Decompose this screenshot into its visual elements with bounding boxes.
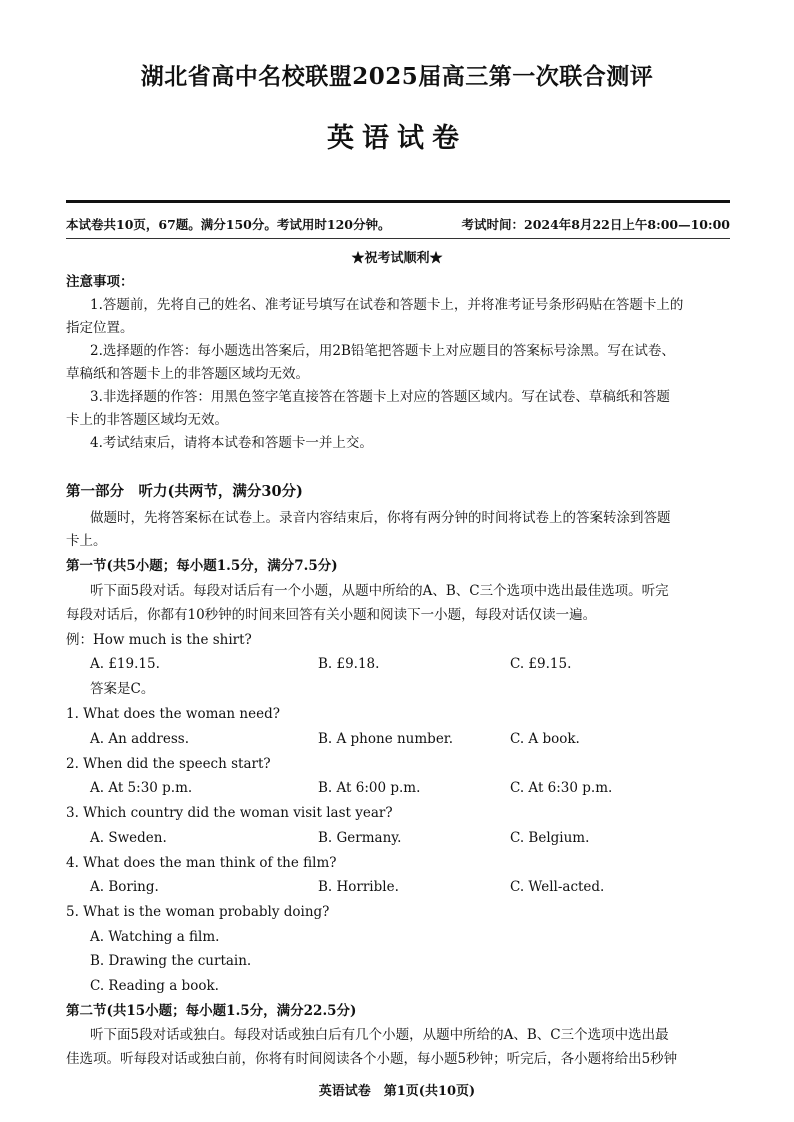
part1-intro: 卡上。 <box>66 533 107 549</box>
question-2: 2. When did the speech start? <box>66 756 271 772</box>
q1-option-b: B. A phone number. <box>318 731 454 747</box>
q2-option-c: C. At 6:30 p.m. <box>510 780 613 796</box>
example-answer: 答案是C。 <box>90 681 155 697</box>
example-option-a: A. £19.15. <box>90 656 160 672</box>
q5-option-b: B. Drawing the curtain. <box>90 953 252 969</box>
q3-option-c: C. Belgium. <box>510 830 590 846</box>
question-4: 4. What does the man think of the film? <box>66 855 337 871</box>
notes-line: 1.答题前，先将自己的姓名、准考证号填写在试卷和答题卡上，并将准考证号条形码贴在答题卡上的 <box>90 297 684 313</box>
section1-intro: 听下面5段对话。每段对话后有一个小题，从题中所给的A、B、C三个选项中选出最佳选项。听完 <box>90 583 669 599</box>
example-question: 例：How much is the shirt? <box>66 632 252 648</box>
exam-time: 考试时间：2024年8月22日上午8:00—10:00 <box>461 217 730 232</box>
section1-heading: 第一节(共5小题；每小题1.5分，满分7.5分) <box>66 558 338 574</box>
question-3: 3. Which country did the woman visit last year? <box>66 805 393 821</box>
q4-option-c: C. Well-acted. <box>510 879 605 895</box>
exam-subject: 英语试卷 <box>327 123 467 154</box>
q4-option-b: B. Horrible. <box>318 879 399 895</box>
q2-option-b: B. At 6:00 p.m. <box>318 780 421 796</box>
exam-info-left: 本试卷共10页，67题。满分150分。考试用时120分钟。 <box>66 217 391 232</box>
q3-option-a: A. Sweden. <box>90 830 167 846</box>
header-rule-thin <box>66 238 730 239</box>
example-option-b: B. £9.18. <box>318 656 380 672</box>
part1-heading: 第一部分 听力(共两节，满分30分) <box>66 483 303 500</box>
notes-line: 2.选择题的作答：每小题选出答案后，用2B铅笔把答题卡上对应题目的答案标号涂黑。写在试卷、 <box>90 343 675 359</box>
q1-option-c: C. A book. <box>510 731 580 747</box>
q2-option-a: A. At 5:30 p.m. <box>90 780 193 796</box>
question-5: 5. What is the woman probably doing? <box>66 904 330 920</box>
notes-line: 4.考试结束后，请将本试卷和答题卡一并上交。 <box>90 435 373 451</box>
question-1: 1. What does the woman need? <box>66 706 280 722</box>
q1-option-a: A. An address. <box>90 731 189 747</box>
notes-line: 草稿纸和答题卡上的非答题区域均无效。 <box>66 366 309 382</box>
good-luck-motto: ★祝考试顺利★ <box>351 251 443 266</box>
section1-intro: 每段对话后，你都有10秒钟的时间来回答有关小题和阅读下一小题，每段对话仅读一遍。 <box>66 607 597 623</box>
q3-option-b: B. Germany. <box>318 830 402 846</box>
notes-line: 卡上的非答题区域均无效。 <box>66 412 228 428</box>
section2-intro: 听下面5段对话或独白。每段对话或独白后有几个小题，从题中所给的A、B、C三个选项中选出最 <box>90 1027 669 1043</box>
q5-option-c: C. Reading a book. <box>90 978 219 994</box>
notes-heading: 注意事项： <box>66 274 134 290</box>
section2-heading: 第二节(共15小题；每小题1.5分，满分22.5分) <box>66 1003 357 1019</box>
exam-title: 湖北省高中名校联盟2025届高三第一次联合测评 <box>140 63 654 90</box>
section2-intro: 佳选项。听每段对话或独白前，你将有时间阅读各个小题，每小题5秒钟；听完后，各小题将给出5秒钟 <box>66 1051 678 1067</box>
notes-line: 指定位置。 <box>66 320 134 336</box>
q4-option-a: A. Boring. <box>90 879 159 895</box>
q5-option-a: A. Watching a film. <box>90 929 220 945</box>
example-option-c: C. £9.15. <box>510 656 572 672</box>
page-footer: 英语试卷 第1页(共10页) <box>318 1084 476 1099</box>
header-rule-thick <box>66 200 730 203</box>
part1-intro: 做题时，先将答案标在试卷上。录音内容结束后，你将有两分钟的时间将试卷上的答案转涂到答题 <box>90 510 671 526</box>
notes-line: 3.非选择题的作答：用黑色签字笔直接答在答题卡上对应的答题区域内。写在试卷、草稿纸和答题 <box>90 389 670 405</box>
